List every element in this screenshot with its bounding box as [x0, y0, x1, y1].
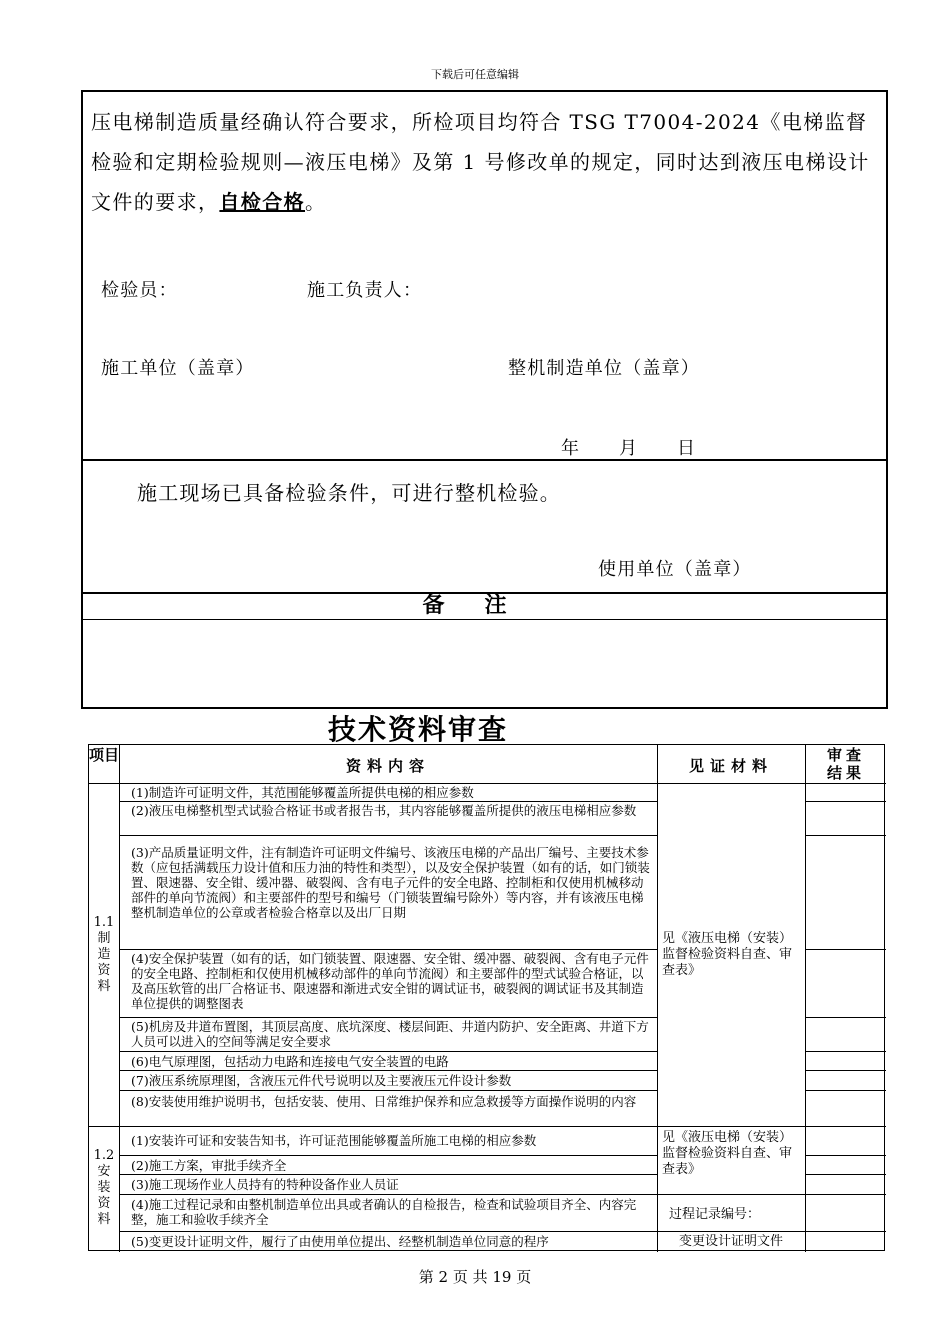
- review-row: (1)安装许可证和安装告知书，许可证范围能够覆盖所施工电梯的相应参数: [131, 1133, 537, 1148]
- grid-line: [805, 1070, 886, 1071]
- grid-line: [119, 1070, 657, 1071]
- page-footer: 第 2 页 共 19 页: [418, 1268, 532, 1286]
- grid-line: [119, 1174, 657, 1175]
- evidence-installation: 见《液压电梯（安装）监督检验资料自查、审查表》: [662, 1130, 793, 1177]
- grid-line: [805, 745, 806, 1252]
- grid-line: [805, 1090, 886, 1091]
- grid-line: [805, 949, 886, 950]
- section-label-installation: 1.2安装资料: [93, 1148, 115, 1227]
- evidence-manufacturing: 见《液压电梯（安装）监督检验资料自查、审查表》: [662, 931, 793, 978]
- user-unit-label: 使用单位（盖章）: [598, 559, 752, 580]
- site-ready-box: [81, 459, 888, 594]
- grid-line: [119, 1155, 657, 1156]
- review-row: (6)电气原理图，包括动力电路和连接电气安全装置的电路: [131, 1054, 449, 1069]
- review-row: (5)变更设计证明文件，履行了由使用单位提出、经整机制造单位同意的程序: [131, 1234, 549, 1249]
- grid-line: [119, 1017, 657, 1018]
- header-item: 项目: [89, 746, 120, 764]
- review-table: [88, 744, 885, 1251]
- inspector-label: 检验员：: [101, 280, 178, 301]
- grid-line: [119, 1051, 657, 1052]
- construction-lead-label: 施工负责人：: [307, 280, 423, 301]
- remarks-title: 备注: [83, 593, 886, 620]
- section-label-manufacturing: 1.1制造资料: [93, 915, 115, 994]
- conclusion-paragraph: [91, 102, 881, 222]
- grid-line: [119, 1194, 886, 1195]
- review-row: (2)施工方案，审批手续齐全: [131, 1158, 287, 1173]
- grid-line: [89, 783, 886, 784]
- grid-line: [805, 835, 886, 836]
- header-note: 下载后可任意编辑: [431, 68, 519, 81]
- grid-line: [657, 745, 658, 1252]
- remarks-box: [81, 593, 888, 709]
- review-row: (8)安装使用维护说明书，包括安装、使用、日常维护保养和应急救援等方面操作说明的内容: [131, 1094, 637, 1109]
- review-row: (5)机房及井道布置图，其顶层高度、底坑深度、楼层间距、井道内防护、安全距离、井道下方人员可以进入的空间等满足安全要求: [131, 1019, 649, 1049]
- review-row: (2)液压电梯整机型式试验合格证书或者报告书，其内容能够覆盖所提供的液压电梯相应参数: [131, 803, 637, 818]
- construction-unit-label: 施工单位（盖章）: [101, 358, 255, 379]
- date-day: 日: [677, 438, 697, 459]
- header-evidence: 见证材料: [688, 757, 773, 775]
- grid-line: [119, 835, 657, 836]
- grid-line: [805, 1051, 886, 1052]
- review-row: (1)制造许可证明文件，其范围能够覆盖所提供电梯的相应参数: [131, 785, 474, 800]
- grid-line: [805, 1155, 886, 1156]
- conclusion-box: [81, 90, 888, 460]
- date-month: 月: [619, 438, 639, 459]
- site-ready-text: 施工现场已具备检验条件，可进行整机检验。: [137, 481, 561, 505]
- process-record-label: 过程记录编号：: [669, 1207, 761, 1222]
- grid-line: [805, 1017, 886, 1018]
- grid-line: [805, 1174, 886, 1175]
- review-row: (4)施工过程记录和由整机制造单位出具或者确认的自检报告，检查和试验项目齐全、内容完整，施工和验收手续齐全: [131, 1197, 637, 1227]
- conclusion-end: 。: [305, 190, 327, 214]
- review-title: 技术资料审查: [327, 713, 508, 746]
- date-year: 年: [561, 438, 581, 459]
- grid-line: [119, 1231, 886, 1232]
- change-design-evidence: 变更设计证明文件: [678, 1234, 783, 1249]
- grid-line: [119, 745, 120, 1252]
- header-content: 资料内容: [345, 757, 430, 775]
- manufacturer-label: 整机制造单位（盖章）: [508, 358, 700, 379]
- grid-line: [119, 801, 657, 802]
- grid-line: [805, 801, 886, 802]
- review-row: (7)液压系统原理图，含液压元件代号说明以及主要液压元件设计参数: [131, 1073, 512, 1088]
- review-row: (3)施工现场作业人员持有的特种设备作业人员证: [131, 1177, 399, 1192]
- grid-line: [119, 949, 657, 950]
- self-check-result: 自检合格: [219, 190, 306, 214]
- conclusion-text: 压电梯制造质量经确认符合要求，所检项目均符合 TSG T7004-2024《电梯监督检验和定期检验规则—液压电梯》及第 1 号修改单的规定，同时达到液压电梯设计文件的要求，: [91, 110, 870, 214]
- review-row: (4)安全保护装置（如有的话，如门锁装置、限速器、安全钳、缓冲器、破裂阀、含有电子元件的安全电路、控制柜和仅使用机械移动部件的单向节流阀）和主要部件的型式试验合格证，以及高压软管的出厂合格证书、限速器和渐进式安全钳的调试证书，破裂阀的调试证书及其制造单位提供的调整图表: [131, 951, 649, 1011]
- grid-line: [89, 1126, 886, 1127]
- header-result: 审查结果: [826, 746, 865, 782]
- review-row: (3)产品质量证明文件，注有制造许可证明文件编号、该液压电梯的产品出厂编号、主要技术参数（应包括满载压力设计值和压力油的特性和类型），以及安全保护装置（如有的话，如门锁装置、限速器、安全钳、缓冲器、破裂阀、含有电子元件的安全电路、控制柜和仅使用机械移动部件的单向节流阀）和主要部件的型号和编号（门锁装置编号除外）等内容，并有该液压电梯整机制造单位的公章或者检验合格章以及出厂日期: [131, 845, 650, 920]
- grid-line: [119, 1090, 657, 1091]
